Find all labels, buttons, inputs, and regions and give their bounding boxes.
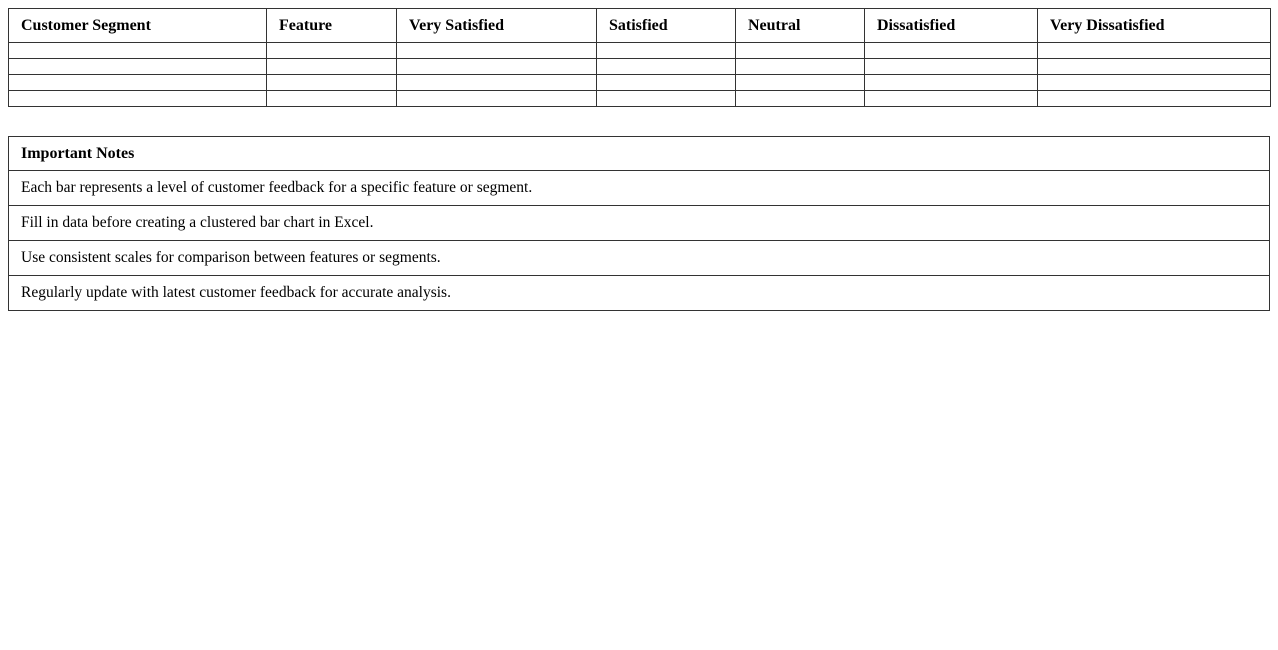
table-cell[interactable] [865, 75, 1038, 91]
table-cell[interactable] [736, 75, 865, 91]
table-row [9, 43, 1271, 59]
table-cell[interactable] [1038, 75, 1271, 91]
table-row [9, 75, 1271, 91]
header-customer-segment: Customer Segment [9, 9, 267, 43]
table-cell[interactable] [736, 43, 865, 59]
note-item: Regularly update with latest customer feedback for accurate analysis. [9, 276, 1270, 311]
notes-table [8, 136, 1270, 311]
feedback-table [8, 8, 1271, 107]
table-cell[interactable] [865, 43, 1038, 59]
table-cell[interactable] [267, 43, 397, 59]
header-very-satisfied: Very Satisfied [397, 9, 597, 43]
table-cell[interactable] [397, 59, 597, 75]
note-row [9, 276, 1270, 311]
table-cell[interactable] [267, 91, 397, 107]
table-cell[interactable] [9, 91, 267, 107]
header-dissatisfied: Dissatisfied [865, 9, 1038, 43]
feedback-header-row [9, 9, 1271, 43]
header-satisfied: Satisfied [597, 9, 736, 43]
table-cell[interactable] [597, 43, 736, 59]
table-cell[interactable] [9, 75, 267, 91]
note-row [9, 206, 1270, 241]
notes-title: Important Notes [9, 137, 1270, 171]
note-item: Each bar represents a level of customer feedback for a specific feature or segment. [9, 171, 1270, 206]
table-row [9, 91, 1271, 107]
note-item: Fill in data before creating a clustered bar chart in Excel. [9, 206, 1270, 241]
table-cell[interactable] [1038, 59, 1271, 75]
header-neutral: Neutral [736, 9, 865, 43]
table-cell[interactable] [397, 91, 597, 107]
table-cell[interactable] [267, 59, 397, 75]
note-row [9, 241, 1270, 276]
table-cell[interactable] [1038, 43, 1271, 59]
note-item: Use consistent scales for comparison between features or segments. [9, 241, 1270, 276]
header-feature: Feature [267, 9, 397, 43]
table-cell[interactable] [736, 91, 865, 107]
table-cell[interactable] [397, 43, 597, 59]
notes-header-row [9, 137, 1270, 171]
table-cell[interactable] [865, 59, 1038, 75]
table-cell[interactable] [397, 75, 597, 91]
table-cell[interactable] [267, 75, 397, 91]
table-cell[interactable] [9, 43, 267, 59]
note-row [9, 171, 1270, 206]
table-cell[interactable] [597, 91, 736, 107]
header-very-dissatisfied: Very Dissatisfied [1038, 9, 1271, 43]
table-cell[interactable] [736, 59, 865, 75]
table-cell[interactable] [865, 91, 1038, 107]
table-row [9, 59, 1271, 75]
table-cell[interactable] [9, 59, 267, 75]
table-cell[interactable] [597, 59, 736, 75]
table-cell[interactable] [1038, 91, 1271, 107]
table-cell[interactable] [597, 75, 736, 91]
